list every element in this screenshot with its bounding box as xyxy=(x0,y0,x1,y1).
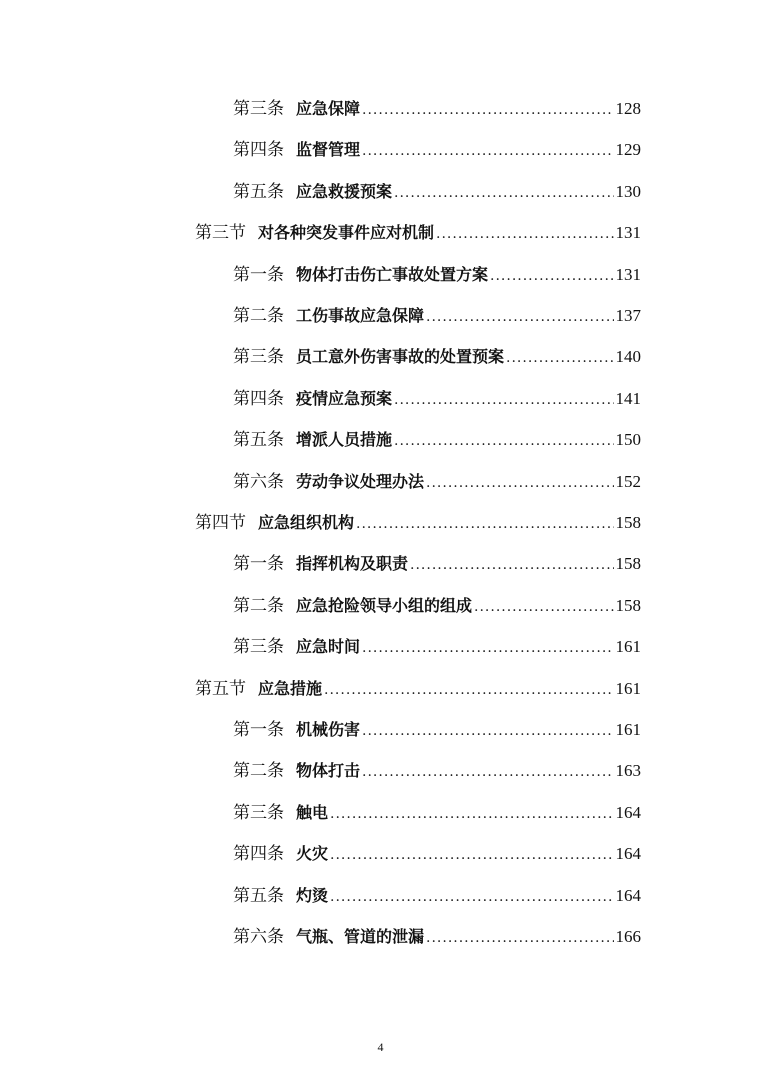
toc-title: 应急保障 xyxy=(296,99,361,118)
toc-article-number: 第二条 xyxy=(233,595,284,616)
toc-page-number: 164 xyxy=(615,885,641,905)
toc-title: 应急时间 xyxy=(296,637,361,657)
toc-title: 物体打击伤亡事故处置方案 xyxy=(296,264,489,284)
toc-article-number: 第四条 xyxy=(233,844,284,865)
toc-title: 增派人员措施 xyxy=(296,430,393,450)
toc-dot-leader xyxy=(356,511,613,537)
toc-dot-leader xyxy=(490,263,613,289)
toc-entry[interactable] xyxy=(195,220,641,246)
toc-page-number: 131 xyxy=(615,264,641,284)
toc-dot-leader xyxy=(362,759,613,785)
toc-article-number: 第一条 xyxy=(233,554,284,575)
toc-article-number: 第三条 xyxy=(233,637,284,658)
toc-entry[interactable] xyxy=(233,717,641,743)
toc-entry[interactable] xyxy=(233,841,641,867)
toc-article-number: 第六条 xyxy=(233,927,284,947)
toc-article-number: 第二条 xyxy=(233,306,284,326)
toc-page-number: 164 xyxy=(615,802,641,822)
toc-title: 监督管理 xyxy=(296,140,361,160)
toc-dot-leader xyxy=(394,387,613,413)
toc-entry[interactable] xyxy=(233,634,641,660)
toc-entry[interactable] xyxy=(233,344,641,370)
toc-entry[interactable] xyxy=(195,676,641,702)
toc-section-number: 第四节 xyxy=(195,513,246,533)
toc-dot-leader xyxy=(474,594,613,620)
page-number-footer: 4 xyxy=(377,1040,384,1054)
toc-entry[interactable] xyxy=(233,262,641,288)
toc-title: 机械伤害 xyxy=(296,720,361,739)
toc-dot-leader xyxy=(426,304,613,330)
toc-dot-leader xyxy=(426,925,613,951)
toc-dot-leader xyxy=(362,635,613,661)
toc-page-number: 137 xyxy=(615,306,641,325)
toc-page-number: 164 xyxy=(615,844,641,864)
toc-article-number: 第五条 xyxy=(233,181,284,202)
toc-title: 物体打击 xyxy=(296,761,361,781)
toc-article-number: 第四条 xyxy=(233,388,284,409)
toc-entry[interactable] xyxy=(233,303,641,329)
toc-article-number: 第五条 xyxy=(233,885,284,906)
toc-title: 应急组织机构 xyxy=(258,513,355,532)
toc-page-number: 161 xyxy=(615,720,641,739)
toc-page-number: 161 xyxy=(615,637,641,657)
toc-dot-leader xyxy=(410,552,613,578)
toc-dot-leader xyxy=(506,345,613,371)
toc-entry[interactable] xyxy=(233,758,641,784)
toc-entry[interactable] xyxy=(233,551,641,577)
toc-entry[interactable] xyxy=(233,427,641,453)
toc-title: 应急抢险领导小组的组成 xyxy=(296,595,473,615)
toc-page-number: 158 xyxy=(615,513,641,532)
toc-article-number: 第一条 xyxy=(233,264,284,285)
toc-title: 气瓶、管道的泄漏 xyxy=(296,927,425,946)
toc-title: 劳动争议处理办法 xyxy=(296,471,425,491)
toc-dot-leader xyxy=(362,718,613,744)
toc-entry[interactable] xyxy=(195,510,641,536)
toc-title: 应急救援预案 xyxy=(296,181,393,201)
toc-page-number: 161 xyxy=(615,678,641,698)
toc-title: 火灾 xyxy=(296,844,329,864)
toc-entry[interactable] xyxy=(233,800,641,826)
toc-title: 应急措施 xyxy=(258,678,323,698)
toc-dot-leader xyxy=(426,470,613,496)
toc-article-number: 第三条 xyxy=(233,99,284,119)
toc-article-number: 第三条 xyxy=(233,347,284,368)
toc-dot-leader xyxy=(436,221,613,247)
toc-page-number: 150 xyxy=(615,430,641,450)
toc-dot-leader xyxy=(362,97,613,123)
toc-dot-leader xyxy=(394,180,613,206)
toc-entry[interactable] xyxy=(233,96,641,122)
toc-title: 工伤事故应急保障 xyxy=(296,306,425,325)
toc-entry[interactable] xyxy=(233,137,641,163)
toc-dot-leader xyxy=(362,138,613,164)
toc-dot-leader xyxy=(394,428,613,454)
toc-title: 对各种突发事件应对机制 xyxy=(258,223,435,243)
toc-entry[interactable] xyxy=(233,469,641,495)
toc-dot-leader xyxy=(330,801,613,827)
toc-article-number: 第一条 xyxy=(233,720,284,740)
toc-title: 触电 xyxy=(296,802,329,822)
toc-entry[interactable] xyxy=(233,593,641,619)
toc-page-number: 128 xyxy=(615,99,641,118)
toc-article-number: 第二条 xyxy=(233,761,284,782)
toc-page-number: 141 xyxy=(615,388,641,408)
toc-section-number: 第三节 xyxy=(195,223,246,244)
toc-entry[interactable] xyxy=(233,924,641,950)
toc-page-number: 130 xyxy=(615,181,641,201)
toc-page-number: 166 xyxy=(615,927,641,946)
toc-article-number: 第三条 xyxy=(233,802,284,823)
toc-page-number: 131 xyxy=(615,223,641,243)
toc-article-number: 第六条 xyxy=(233,471,284,492)
toc-page-number: 140 xyxy=(615,347,641,367)
toc-article-number: 第五条 xyxy=(233,430,284,451)
toc-entry[interactable] xyxy=(233,386,641,412)
toc-dot-leader xyxy=(330,884,613,910)
toc-page-number: 163 xyxy=(615,761,641,781)
toc-dot-leader xyxy=(330,842,613,868)
toc-title: 疫情应急预案 xyxy=(296,388,393,408)
toc-page-number: 152 xyxy=(615,471,641,491)
toc-title: 灼烫 xyxy=(296,885,329,905)
toc-article-number: 第四条 xyxy=(233,140,284,161)
toc-section-number: 第五节 xyxy=(195,678,246,699)
toc-entry[interactable] xyxy=(233,179,641,205)
toc-title: 员工意外伤害事故的处置预案 xyxy=(296,347,505,367)
toc-page-number: 158 xyxy=(615,554,641,574)
toc-page-number: 129 xyxy=(615,140,641,160)
toc-dot-leader xyxy=(324,677,613,703)
toc-page-number: 158 xyxy=(615,595,641,615)
toc-title: 指挥机构及职责 xyxy=(296,554,409,574)
toc-entry[interactable] xyxy=(233,883,641,909)
